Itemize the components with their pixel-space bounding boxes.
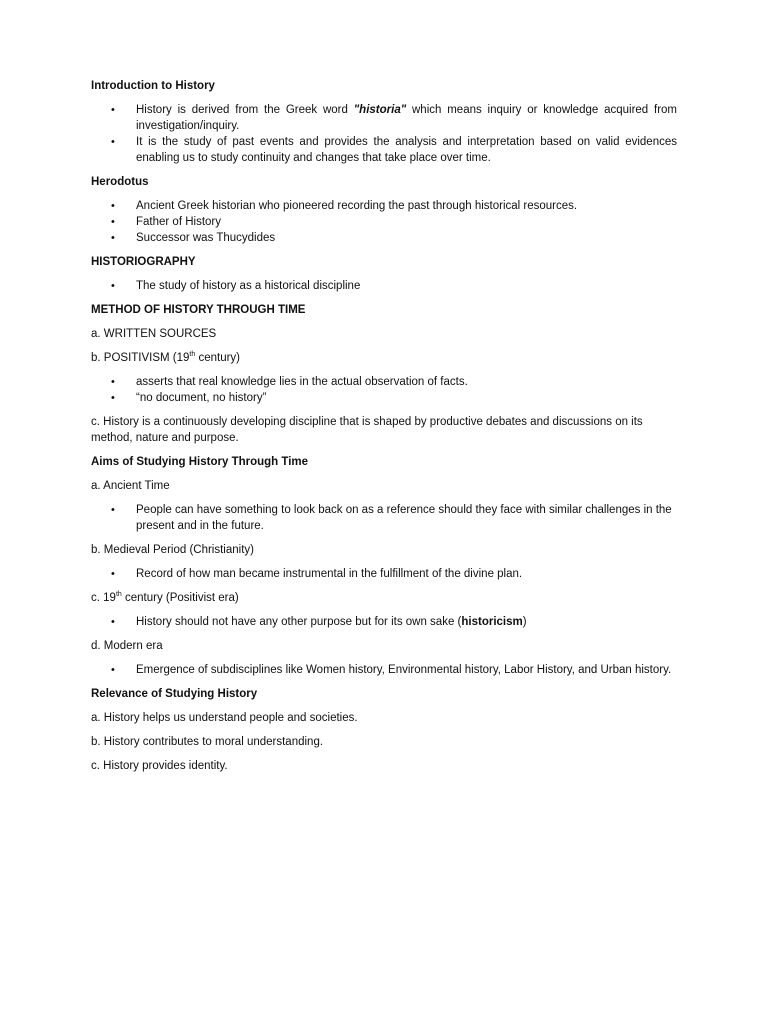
list-item: • People can have something to look back on as a reference should they face with similar challenges in the present and in the future.	[111, 504, 672, 532]
method-written-sources: a. WRITTEN SOURCES	[91, 328, 217, 340]
aims-medieval-period: b. Medieval Period (Christianity)	[91, 544, 254, 556]
relevance-item-c: c. History provides identity.	[91, 760, 228, 772]
bullet-icon: •	[111, 232, 115, 244]
aims-19th-century: c. 19th century (Positivist era)	[91, 591, 239, 604]
aims-modern-era: d. Modern era	[91, 640, 163, 652]
bullet-icon: •	[111, 616, 115, 628]
historiography-list	[91, 278, 677, 294]
relevance-item-a: a. History helps us understand people and societies.	[91, 712, 358, 724]
herodotus-list	[91, 198, 677, 246]
list-item: • asserts that real knowledge lies in the actual observation of facts.	[111, 376, 468, 388]
list-item: • History should not have any other purpose but for its own sake (historicism)	[111, 616, 527, 628]
aims-heading: Aims of Studying History Through Time	[91, 456, 309, 468]
method-positivism: b. POSITIVISM (19th century)	[91, 351, 241, 364]
relevance-item-b: b. History contributes to moral understanding.	[91, 736, 324, 748]
list-item: • The study of history as a historical discipline	[111, 280, 361, 292]
ancient-time-list	[91, 502, 677, 534]
list-item: • It is the study of past events and provides the analysis and interpretation based on valid evidences enabling us to study continuity and changes that take place over time.	[111, 136, 677, 164]
herodotus-heading: Herodotus	[91, 176, 149, 188]
modern-era-list	[91, 662, 677, 678]
bullet-icon: •	[111, 200, 115, 212]
bullet-icon: •	[111, 104, 115, 116]
bullet-icon: •	[111, 136, 115, 148]
bullet-icon: •	[111, 280, 115, 292]
medieval-list	[91, 566, 677, 582]
aims-ancient-time: a. Ancient Time	[91, 480, 170, 492]
intro-list	[91, 102, 677, 166]
list-item: • Successor was Thucydides	[111, 232, 276, 244]
list-item: • Father of History	[111, 216, 221, 228]
list-item: • History is derived from the Greek word "historia" which means inquiry or knowledge acquired from investigation/inquiry.	[111, 104, 677, 132]
positivist-era-list	[91, 614, 677, 630]
bullet-icon: •	[111, 216, 115, 228]
method-heading: METHOD OF HISTORY THROUGH TIME	[91, 304, 306, 316]
list-item: • “no document, no history”	[111, 392, 267, 404]
bullet-icon: •	[111, 568, 115, 580]
bullet-icon: •	[111, 392, 115, 404]
bullet-icon: •	[111, 504, 115, 516]
list-item: • Record of how man became instrumental in the fulfillment of the divine plan.	[111, 568, 523, 580]
historicism-term: historicism	[461, 616, 523, 628]
positivism-list	[91, 374, 677, 406]
bullet-icon: •	[111, 664, 115, 676]
bullet-icon: •	[111, 376, 115, 388]
historiography-heading: HISTORIOGRAPHY	[91, 256, 196, 268]
list-item: • Ancient Greek historian who pioneered recording the past through historical resources.	[111, 200, 578, 212]
method-developing-discipline: c. History is a continuously developing discipline that is shaped by productive debates and discussions on its method, nature and purpose.	[91, 416, 643, 444]
list-item: • Emergence of subdisciplines like Women history, Environmental history, Labor History, and Urban history.	[111, 664, 672, 676]
relevance-heading: Relevance of Studying History	[91, 688, 258, 700]
historia-term: "historia"	[353, 104, 407, 116]
intro-heading: Introduction to History	[91, 80, 215, 92]
